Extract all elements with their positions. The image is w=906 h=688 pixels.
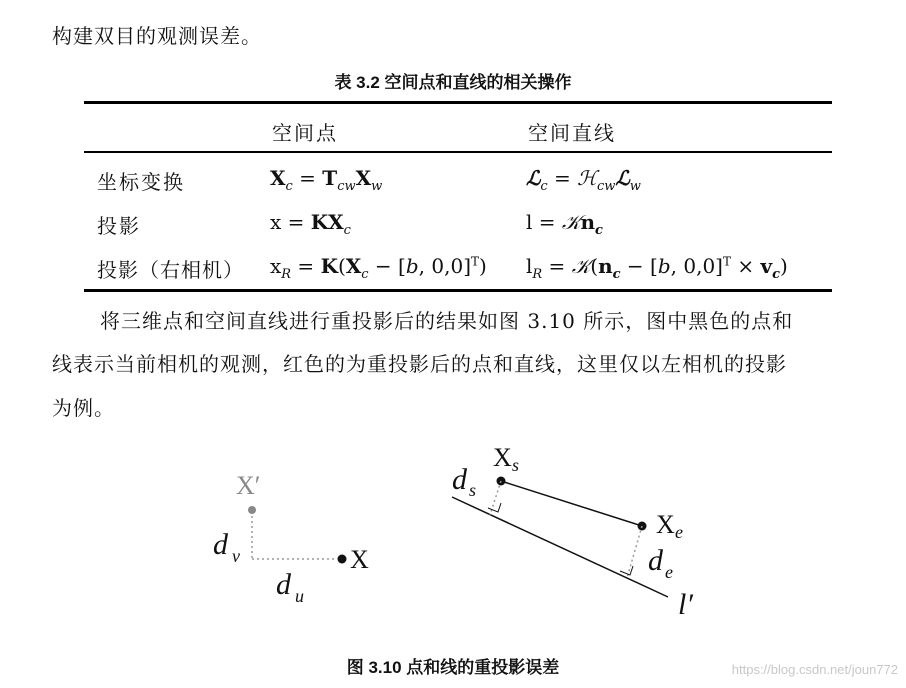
- du-subscript: u: [295, 586, 304, 606]
- reprojection-figure: [0, 430, 906, 640]
- ds-right-angle: [488, 503, 501, 512]
- ds-subscript: s: [469, 480, 477, 500]
- formula-point-transform: $X_c = T_{cw}X_w$: [270, 166, 383, 194]
- paragraph-line-3: 为例。: [52, 396, 115, 420]
- formula-line-transform: ℒ$_c$ = ℋ$_{cw}$ℒ$_w$: [526, 166, 641, 194]
- observed-segment: [501, 481, 642, 526]
- header-space-point: 空间点: [272, 121, 338, 145]
- du-label: d: [276, 568, 291, 601]
- formula-point-projection: $x = KX_c$: [270, 210, 351, 238]
- row-label-right-projection: 投影（右相机）: [97, 258, 244, 282]
- end-point-label: X: [656, 510, 675, 539]
- start-point-subscript: s: [512, 455, 520, 475]
- figure-caption: 图 3.10 点和线的重投影误差: [346, 658, 560, 677]
- observed-point-marker: [338, 555, 347, 564]
- formula-point-right-projection: $x_R = K(X_c - [b$, 0,0]$^T$): [270, 254, 487, 282]
- projected-point-marker: [248, 506, 256, 514]
- line-error-diagram: [452, 443, 693, 621]
- de-subscript: e: [665, 562, 673, 582]
- projected-point-label: X′: [236, 471, 261, 500]
- de-right-angle: [620, 566, 633, 575]
- formula-line-projection: l = 𝒦n$_c$: [526, 210, 603, 238]
- watermark: https://blog.csdn.net/joun772: [731, 662, 898, 677]
- start-point-label: X: [493, 443, 512, 472]
- paragraph-line-1: 将三维点和空间直线进行重投影后的结果如图 3.10 所示，图中黑色的点和: [100, 309, 794, 333]
- end-point-subscript: e: [675, 522, 683, 542]
- formula-line-right-projection: $l_R$ = $𝒦(n_c - [b$, $0,0]^T \times v_c$): [526, 254, 788, 282]
- dv-subscript: v: [232, 546, 240, 566]
- table-top-rule: [84, 101, 832, 104]
- row-label-projection: 投影: [97, 214, 141, 238]
- intro-line: 构建双目的观测误差。: [52, 24, 262, 48]
- de-dashed-line: [627, 526, 642, 578]
- point-error-diagram: [213, 471, 369, 606]
- ds-label: d: [452, 463, 467, 496]
- line-label: l′: [678, 588, 693, 621]
- table-mid-rule: [84, 151, 832, 153]
- table-caption: 表 3.2 空间点和直线的相关操作: [334, 73, 572, 92]
- table-bottom-rule: [84, 289, 832, 292]
- header-space-line: 空间直线: [528, 121, 616, 145]
- paragraph-line-2: 线表示当前相机的观测，红色的为重投影后的点和直线，这里仅以左相机的投影: [52, 352, 787, 376]
- observed-point-label: X: [350, 545, 369, 574]
- dv-label: d: [213, 528, 228, 561]
- de-label: d: [648, 544, 663, 577]
- row-label-transform: 坐标变换: [97, 170, 185, 194]
